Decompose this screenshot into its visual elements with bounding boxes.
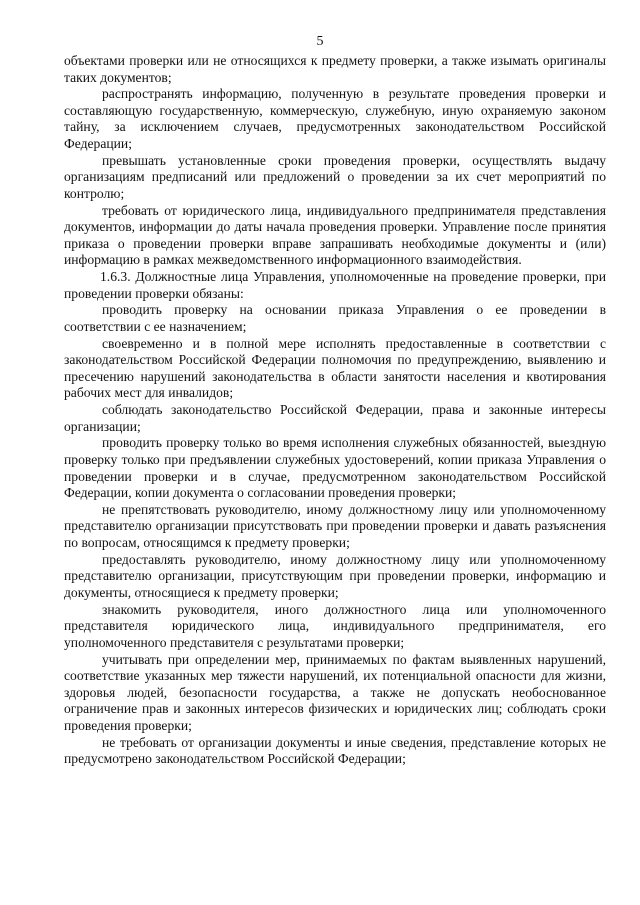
paragraph: своевременно и в полной мере исполнять предоставленные в соответствии с законодательством Российской Федерации полномочия по предупреждению, выявлению и пресечению нарушений законодательства в области занятости населения и квотирования рабочих мест для инвалидов;	[64, 335, 606, 401]
paragraph: превышать установленные сроки проведения проверки, осуществлять выдачу организациям предписаний или предложений о проведении за их счет мероприятий по контролю;	[64, 152, 606, 201]
paragraph-continuation: объектами проверки или не относящихся к предмету проверки, а также изымать оригиналы таких документов;	[64, 53, 606, 85]
paragraph: требовать от юридического лица, индивидуального предпринимателя представления документов, информации до даты начала проведения проверки. Управление после принятия приказа о проведении проверки вправе запрашивать необходимые документы и (или) информацию в рамках межведомственного информационного взаимодействия.	[64, 202, 606, 268]
paragraph: проводить проверку только во время исполнения служебных обязанностей, выездную проверку только при предъявлении служебных удостоверений, копии приказа Управления о проведении проверки и в случае, предусмотренном законодательством Российской Федерации, копии документа о согласовании проведения проверки;	[64, 435, 606, 501]
paragraph: предоставлять руководителю, иному должностному лицу или уполномоченному представителю организации, присутствующим при проведении проверки, информацию и документы, относящиеся к предмету проверки;	[64, 551, 606, 600]
document-body	[64, 53, 606, 768]
section-heading-paragraph: 1.6.3. Должностные лица Управления, уполномоченные на проведение проверки, при проведении проверки обязаны:	[64, 269, 606, 301]
paragraph: учитывать при определении мер, принимаемых по фактам выявленных нарушений, соответствие указанных мер тяжести нарушений, их потенциальной опасности для жизни, здоровья людей, безопасности государства, а также не допускать необоснованное ограничение прав и законных интересов физических и юридических лиц; соблюдать сроки проведения проверки;	[64, 651, 606, 733]
page-number: 5	[316, 34, 324, 49]
paragraph: проводить проверку на основании приказа Управления о ее проведении в соответствии с ее назначением;	[64, 302, 606, 334]
paragraph: не препятствовать руководителю, иному должностному лицу или уполномоченному представителю организации присутствовать при проведении проверки и давать разъяснения по вопросам, относящимся к предмету проверки;	[64, 501, 606, 551]
paragraph: соблюдать законодательство Российской Федерации, права и законные интересы организации;	[64, 402, 606, 434]
paragraph: не требовать от организации документы и иные сведения, представление которых не предусмотрено законодательством Российской Федерации;	[64, 734, 606, 767]
paragraph: знакомить руководителя, иного должностного лица или уполномоченного представителя юридического лица, индивидуального предпринимателя, его уполномоченного представителя с результатами проверки;	[64, 601, 606, 650]
paragraph: распространять информацию, полученную в результате проведения проверки и составляющую государственную, коммерческую, служебную, иную охраняемую законом тайну, за исключением случаев, предусмотренных законодательством Российской Федерации;	[64, 86, 606, 152]
